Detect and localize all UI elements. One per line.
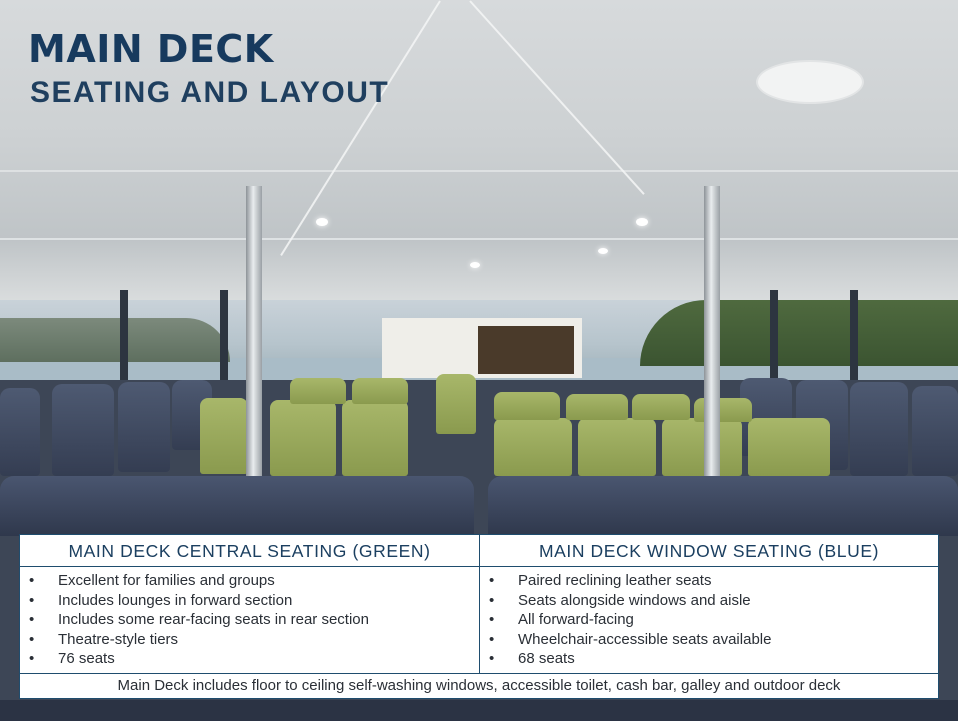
list-item: • 68 seats	[480, 649, 938, 669]
green-seat	[632, 394, 690, 420]
ceiling-downlight	[636, 218, 648, 226]
forest-right	[640, 300, 958, 366]
green-seat	[494, 392, 560, 420]
list-item: • Seats alongside windows and aisle	[480, 591, 938, 611]
green-seat	[270, 400, 336, 476]
window-seating-list	[480, 571, 938, 669]
window-seating-heading: MAIN DECK WINDOW SEATING (BLUE)	[480, 535, 938, 567]
green-seat	[342, 400, 408, 476]
green-seat	[200, 398, 248, 474]
cash-bar	[478, 326, 574, 374]
blue-seat	[118, 382, 170, 472]
green-seat	[694, 398, 752, 422]
green-seat	[662, 418, 742, 476]
green-seat	[494, 418, 572, 476]
list-item: • 76 seats	[20, 649, 479, 669]
list-item: • Excellent for families and groups	[20, 571, 479, 591]
blue-seat	[0, 388, 40, 476]
list-item: • Wheelchair-accessible seats available	[480, 630, 938, 650]
blue-seat	[912, 386, 958, 476]
green-seat	[566, 394, 628, 420]
front-lounge-seat	[0, 476, 474, 536]
lower-seat-row	[0, 700, 958, 721]
ceiling-speaker	[756, 60, 864, 104]
central-seating-heading: MAIN DECK CENTRAL SEATING (GREEN)	[20, 535, 479, 567]
page-title: MAIN DECK	[28, 27, 274, 71]
ceiling-seam	[0, 170, 958, 172]
support-pillar	[704, 186, 720, 478]
green-seat	[578, 418, 656, 476]
list-item: • All forward-facing	[480, 610, 938, 630]
hills-left	[0, 318, 230, 362]
support-pillar	[246, 186, 262, 478]
ceiling-downlight	[470, 262, 480, 268]
list-item: • Paired reclining leather seats	[480, 571, 938, 591]
central-seating-column	[20, 535, 480, 673]
green-seat	[352, 378, 408, 404]
list-item: • Theatre-style tiers	[20, 630, 479, 650]
blue-seat	[850, 382, 908, 476]
central-seating-list	[20, 571, 479, 669]
amenities-footer: Main Deck includes floor to ceiling self-washing windows, accessible toilet, cash bar, galley and outdoor deck	[20, 673, 938, 698]
green-seat	[748, 418, 830, 476]
list-item: • Includes some rear-facing seats in rear section	[20, 610, 479, 630]
ceiling-downlight	[316, 218, 328, 226]
green-seat	[436, 374, 476, 434]
seating-info-table	[19, 534, 939, 699]
front-lounge-seat	[488, 476, 958, 536]
page-subtitle: SEATING AND LAYOUT	[30, 76, 390, 109]
green-seat	[290, 378, 346, 404]
ceiling-downlight	[598, 248, 608, 254]
window-seating-column	[480, 535, 938, 673]
blue-seat	[52, 384, 114, 476]
ceiling-seam	[0, 238, 958, 240]
list-item: • Includes lounges in forward section	[20, 591, 479, 611]
